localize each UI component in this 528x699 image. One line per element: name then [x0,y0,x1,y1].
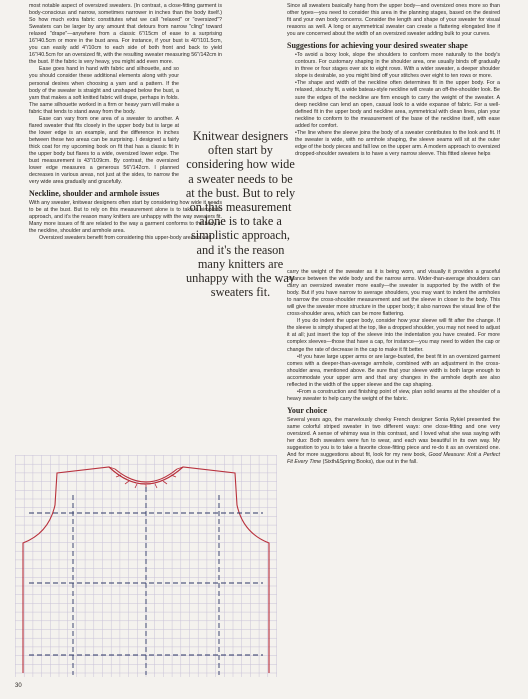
body-paragraph: carry the weight of the sweater as it is being worn, and visually it provides a graceful balance between the wide body and the narrow arms. Wider-than-average shoulders can carry an oversized sweater more easily—the sweater is supported by the width of the body. But if you have narrow to average shoulders, you may want to indent the armholes to narrow the cross-shoulder measurement and set the sleeve in closer to the body. This will give the sweater more structure in the upper body; it also narrows the visual line of the cross-shoulder area, which can be more flattering. [287,269,500,318]
body-paragraph: most notable aspect of oversized sweaters. (In contrast, a close-fitting garment is body-conscious and narrow, sometimes narrower in inches than the body itself.) So how much extra fabric constitutes what we call "relaxed" or "oversized"? Sweaters can be larger by any amount that detours from narrow "cling" toward relaxed "drape"—anywhere from a classic 6"/15cm of ease to a surprising 16"/40.5cm or more in the bust area. For instance, if your bust is 40"/101.5cm, you can easily add 4"/10cm to each side of both front and back to yield 16"/40.5cm for an oversized fit, with the resulting sweater measuring 56"/142cm in the bust. If the fabric is very heavy, you might add even more. [29,3,222,66]
page-number: 30 [15,683,22,689]
body-paragraph: Oversized sweaters benefit from considering this upper-body area as well. [39,235,213,242]
body-paragraph: If you do indent the upper body, consider how your sleeve will fit after the change. If the sleeve is simply shaped at the top, like a dropped shoulder, you may not need to adjust it at all; just insert the top of the sleeve into the indentation you have created. For more complex sleeves—those that have a cap, for instance—you may need to widen the cap or change the rate of decrease in the cap to make it fit better. [287,318,500,353]
body-paragraph: Ease goes hand in hand with fabric and silhouette, and so you should consider these additional elements along with your personal desires when choosing a yarn and a pattern. If the body of the sweater is straight and unshaped below the bust, a yarn that makes a soft knitted fabric will drape, perhaps in folds. The same silhouette worked in a firm or heavy yarn will make a fabric that tends to stand away from the body. [29,66,179,115]
book-title: Good Measure: Knit a Perfect Fit Every Time [287,452,500,466]
choice-text-end: (Sixth&Spring Books), due out in the fall. [321,459,418,466]
bullet-paragraph: • To avoid a boxy look, slope the shoulders to conform more naturally to the body's contours. For customary shaping in the shoulder area, one usually binds off gradually in three or four stages over six to eight rows. With a wider sweater, a deeper shoulder slope is desirable, so you might bind off your stitches over eight to ten rows or more. [295,52,500,80]
pull-quote: Knitwear designers often start by considering how wide a sweater needs to be at the bust. But to rely on this measurement alone is to take a simplistic approach, and it's the reason many knitters are unhappy with the way sweaters fit. [185,129,296,300]
lower-right-text-column [287,269,500,466]
body-paragraph: Since all sweaters basically hang from the upper body—and oversized ones more so than other types—you need to consider this area in the planning stages, based on the desired fit and your own body concerns. Consider the length and shape of your sweater for visual reasons as well. A long or asymmetrical sweater can create a flattering elongated line if you are concerned about the width of an oversized sweater adding bulk to your curves. [287,3,500,38]
bullet-paragraph: • From a construction and finishing point of view, plan solid seams at the shoulder of a heavy sweater to help carry the weight of the fabric. [287,389,500,403]
right-text-column [287,3,500,158]
section-heading: Suggestions for achieving your desired sweater shape [287,41,468,51]
bullet-paragraph: • The line where the sleeve joins the body of a sweater contributes to the look and fit. If the sweater is wide, with no armhole shaping, the sleeve seams will sit at the outer edge of the body pieces and fall low on the upper arm. A modern approach to oversized dropped-shoulder sweaters is to have a very narrow sleeve. This fitted sleeve helps [295,130,500,158]
body-paragraph: Ease can vary from one area of a sweater to another. A flared sweater that fits closely in the upper body but is large at the lower edge is an example, and the difference in inches between these two areas can be surprising. I designed a fairly thick coat for my upcoming book on fit that has a classic fit in the upper body but flares to a wide, oversized lower edge. The bust measurement is 43"/109cm. By contrast, the oversized lower edge measures a generous 56"/142cm. I planned decreases in various areas, not just at the sides, to narrow the very wide area gradually and gracefully. [29,115,179,186]
body-paragraph [287,417,500,466]
section-heading: Neckline, shoulder and armhole issues [29,189,160,199]
section-heading: Your choice [287,405,328,415]
body-paragraph: With any sweater, knitwear designers often start by considering how wide it needs to be at the bust. But to rely on this measurement alone is to take a simplistic approach, and it's the reason many knitters are unhappy with the way sweaters fit. Many more issues of fit are related to the way a garment conforms to the body in the neckline, shoulder and armhole area. [29,200,222,235]
bullet-paragraph: • If you have large upper arms or are large-busted, the best fit in an oversized garment comes with a deeper-than-average armhole, combined with an adjustment in the cross-shoulder area, mentioned above. Be sure that your sleeve width is both large enough to accommodate your upper arm and that any changes in the armhole depth are also reflected in the width of the upper sleeve and the cap shaping. [287,354,500,389]
bullet-paragraph: • The shape and width of the neckline often determines fit in the upper body. For a relaxed, slouchy fit, a wide bateau-style neckline will create an off-the-shoulder look. Be sure the edges of the neckline are firm enough to carry the weight of the sweater. A deep neckline can lend an open, casual look to a wide expanse of fabric. For a well-defined fit in the upper body and neckline area, symmetrical with clean lines, plan your neckline to conform to the measurement of the base of the neckline itself, with ease added for comfort. [295,80,500,129]
choice-text-start: Several years ago, the marvelously cheeky French designer Sonia Rykiel presented the same colorful striped sweater in two different ways: one close-fitting and one very oversized. A sense of whimsy was in this contrast, and I loved what she was saying with her duo: Both sweaters were fun to wear, and each was beautiful in its own way. My suggestion to you is to take a favorite close-fitting piece and re-do it as an oversized one. And for more suggestions about fit, look for my new book, [287,416,500,459]
sweater-pattern-diagram [15,455,277,677]
